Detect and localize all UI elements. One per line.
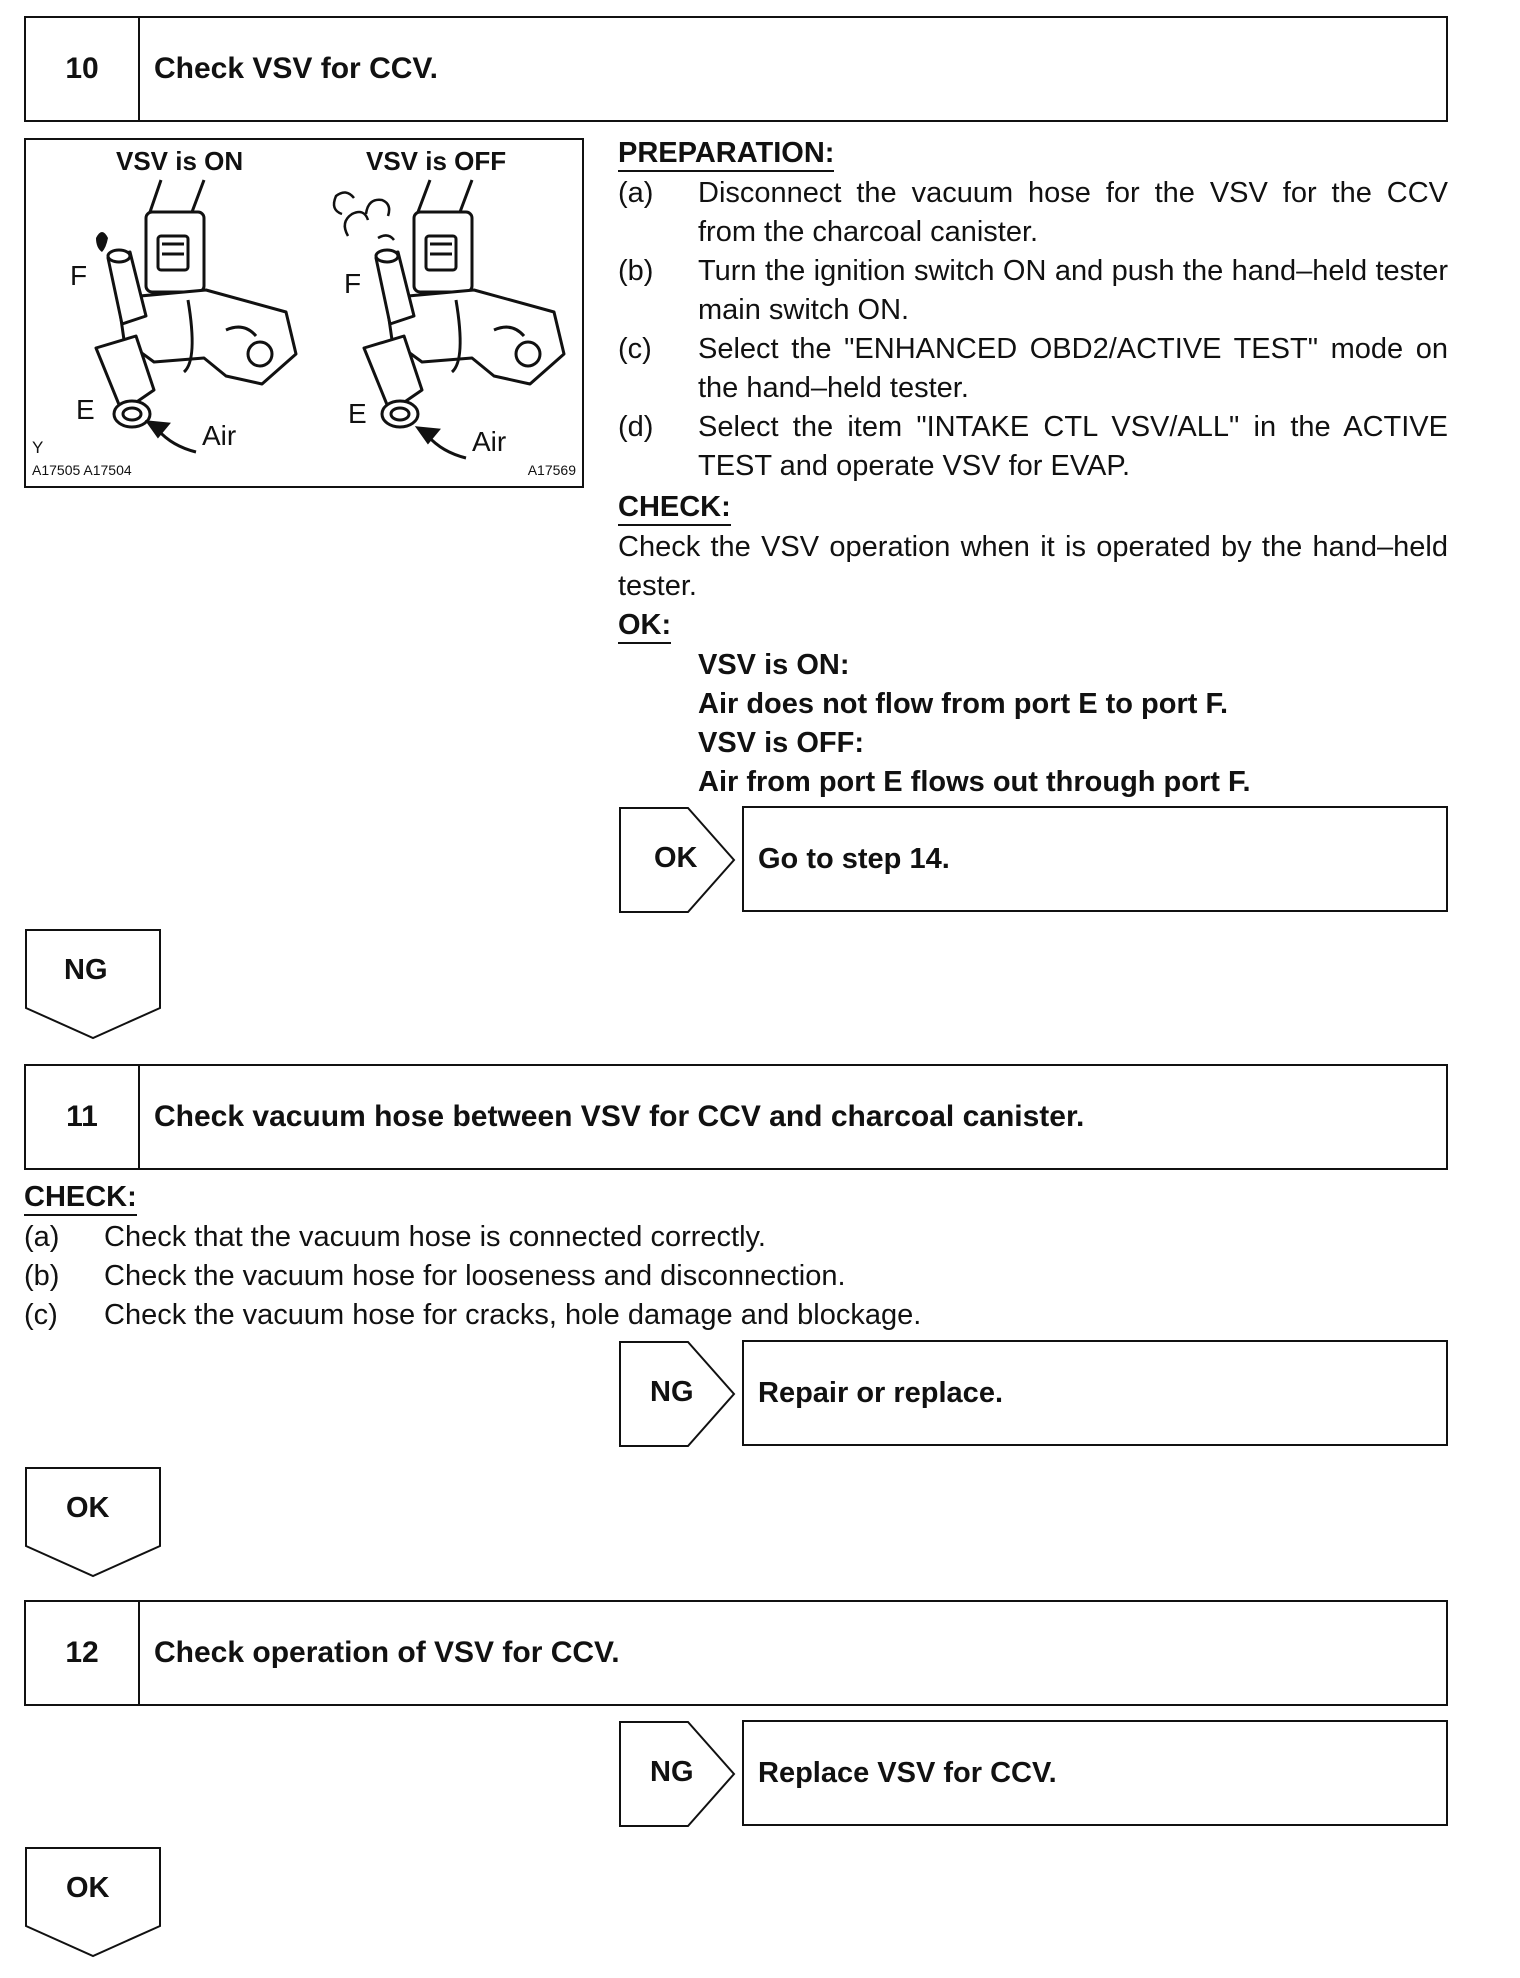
branch-tag [618,1340,736,1448]
step-10-header [24,16,1448,122]
result-box: Replace VSV for CCV. [742,1720,1448,1826]
step-number: 10 [26,18,140,120]
branch-tag [618,806,736,914]
flow-tag-label: NG [64,954,108,986]
step-number: 11 [26,1066,140,1168]
check-text: Check the VSV operation when it is operated by the hand–held tester. [618,531,1448,602]
item-text: Check the vacuum hose for looseness and disconnection. [104,1260,846,1292]
result-box: Repair or replace. [742,1340,1448,1446]
corner-mark: Y [32,438,44,457]
port-f-label: F [344,268,362,299]
item-tag: (a) [24,1221,60,1253]
branch-tag-label: NG [650,1756,694,1788]
item-tag: (d) [618,411,654,443]
flow-tag [24,928,162,1040]
air-label: Air [202,420,237,451]
ok-line: VSV is ON: [698,649,850,681]
air-label: Air [472,426,507,457]
label-vsv-off: VSV is OFF [366,146,507,176]
item-text: Select the item "INTAKE CTL VSV/ALL" in the ACTIVE TEST and operate VSV for EVAP. [698,411,1448,482]
ok-line: Air does not flow from port E to port F. [698,688,1229,720]
item-tag: (a) [618,177,654,209]
item-tag: (b) [24,1260,60,1292]
label-vsv-on: VSV is ON [116,146,244,176]
check-heading: CHECK: [24,1180,137,1216]
result-box: Go to step 14. [742,806,1448,912]
flow-tag [24,1846,162,1958]
ok-heading: OK: [618,608,671,644]
figure-code-left: A17505 A17504 [32,462,132,478]
port-e-label: E [76,394,95,425]
branch-tag-label: OK [654,842,698,874]
branch-tag [618,1720,736,1828]
item-text: Check that the vacuum hose is connected correctly. [104,1221,766,1253]
ok-line: VSV is OFF: [698,727,864,759]
step-title: Check VSV for CCV. [154,52,438,85]
preparation-heading: PREPARATION: [618,136,834,172]
item-text: Select the "ENHANCED OBD2/ACTIVE TEST" mode on the hand–held tester. [698,333,1448,404]
flow-tag [24,1466,162,1578]
step-11-header [24,1064,1448,1170]
port-f-label: F [70,260,88,291]
item-text: Disconnect the vacuum hose for the VSV for the CCV from the charcoal canister. [698,177,1448,248]
check-heading: CHECK: [618,490,731,526]
step-title: Check operation of VSV for CCV. [154,1636,620,1669]
item-tag: (c) [618,333,652,365]
item-tag: (c) [24,1299,58,1331]
figure-code-right: A17569 [527,462,576,478]
ok-line: Air from port E flows out through port F. [698,766,1251,798]
item-tag: (b) [618,255,654,287]
step-title: Check vacuum hose between VSV for CCV and charcoal canister. [154,1100,1085,1133]
flow-tag-label: OK [66,1492,110,1524]
step-number: 12 [26,1602,140,1704]
branch-tag-label: NG [650,1376,694,1408]
item-text: Turn the ignition switch ON and push the hand–held tester main switch ON. [698,255,1448,326]
flow-tag-label: OK [66,1872,110,1904]
item-text: Check the vacuum hose for cracks, hole damage and blockage. [104,1299,922,1331]
port-e-label: E [348,398,367,429]
step-12-header [24,1600,1448,1706]
vsv-diagram [24,138,584,488]
